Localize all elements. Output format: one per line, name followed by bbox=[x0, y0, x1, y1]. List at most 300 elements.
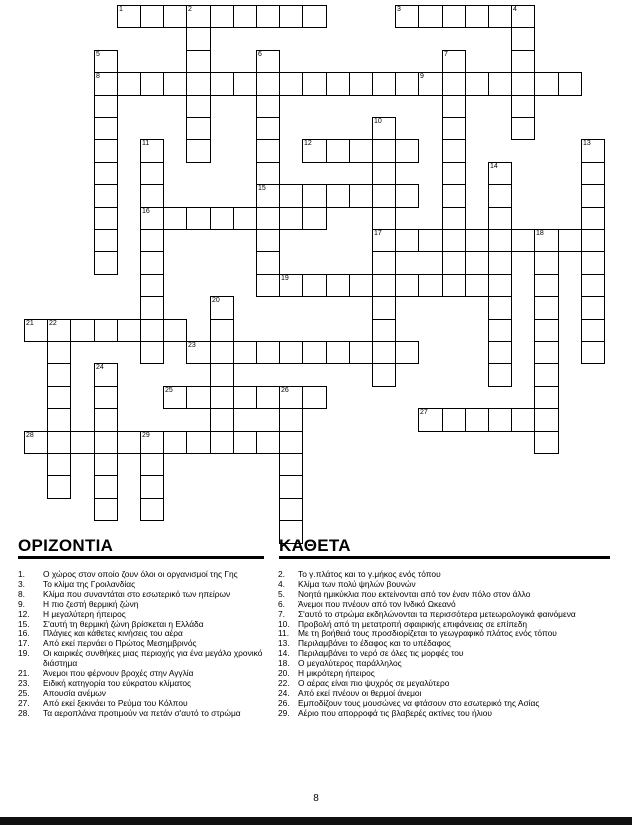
clue-number: 20 bbox=[212, 297, 220, 304]
grid-cell[interactable] bbox=[117, 319, 141, 342]
grid-cell[interactable] bbox=[94, 431, 118, 454]
grid-cell[interactable] bbox=[349, 274, 373, 297]
grid-cell[interactable] bbox=[488, 319, 512, 342]
grid-cell[interactable] bbox=[94, 475, 118, 499]
clue-number: 15 bbox=[258, 185, 266, 192]
grid-cell[interactable] bbox=[233, 431, 257, 454]
grid-cell[interactable] bbox=[186, 27, 211, 51]
grid-cell[interactable] bbox=[302, 341, 327, 364]
grid-cell[interactable] bbox=[349, 72, 373, 96]
clue-text: Με τη βοήθειά τους προσδιορίζεται το γεωγραφικό πλάτος ενός τόπου bbox=[298, 628, 557, 639]
grid-cell[interactable] bbox=[210, 386, 234, 409]
clue-number: 1 bbox=[119, 6, 123, 13]
grid-cell[interactable] bbox=[395, 229, 419, 252]
grid-cell[interactable] bbox=[186, 50, 211, 73]
grid-cell[interactable] bbox=[581, 207, 605, 230]
grid-cell[interactable] bbox=[186, 95, 211, 118]
clue-number-label: 6. bbox=[278, 598, 285, 609]
clue-text: Κλίμα των πολύ ψηλών βουνών bbox=[298, 578, 416, 589]
grid-cell[interactable] bbox=[256, 117, 280, 140]
grid-cell[interactable] bbox=[349, 341, 373, 364]
clue-number: 9 bbox=[420, 73, 424, 80]
grid-cell[interactable] bbox=[581, 184, 605, 208]
grid-cell[interactable] bbox=[418, 274, 443, 297]
grid-cell[interactable] bbox=[581, 274, 605, 297]
across-clue bbox=[18, 649, 270, 669]
clue-number: 28 bbox=[26, 432, 34, 439]
grid-cell[interactable] bbox=[140, 162, 164, 185]
clue-text: Περιλαμβάνει το έδαφος και το υπέδαφος bbox=[298, 638, 451, 649]
clue-number: 12 bbox=[304, 140, 312, 147]
clue-text: Από εκεί πνέουν οι θερμοί άνεμοι bbox=[298, 687, 422, 698]
grid-cell[interactable] bbox=[94, 72, 118, 96]
clue-number: 18 bbox=[536, 230, 544, 237]
clue-number-label: 5. bbox=[278, 588, 285, 599]
grid-cell[interactable] bbox=[302, 72, 327, 96]
grid-cell[interactable] bbox=[395, 341, 419, 364]
grid-cell[interactable] bbox=[534, 386, 559, 409]
clue-number: 10 bbox=[374, 118, 382, 125]
grid-cell[interactable] bbox=[70, 431, 95, 454]
clue-number-label: 8. bbox=[18, 588, 25, 599]
grid-cell[interactable] bbox=[442, 95, 466, 118]
grid-cell[interactable] bbox=[140, 431, 164, 454]
clue-number: 5 bbox=[96, 51, 100, 58]
grid-cell[interactable] bbox=[256, 139, 280, 163]
grid-cell[interactable] bbox=[256, 251, 280, 275]
grid-cell[interactable] bbox=[140, 296, 164, 320]
grid-cell[interactable] bbox=[140, 229, 164, 252]
grid-cell[interactable] bbox=[233, 386, 257, 409]
grid-cell[interactable] bbox=[140, 5, 164, 28]
grid-cell[interactable] bbox=[511, 72, 535, 96]
grid-cell[interactable] bbox=[418, 72, 443, 96]
grid-cell[interactable] bbox=[511, 50, 535, 73]
grid-cell[interactable] bbox=[256, 341, 280, 364]
grid-cell[interactable] bbox=[488, 363, 512, 387]
clue-number: 6 bbox=[258, 51, 262, 58]
grid-cell[interactable] bbox=[534, 341, 559, 364]
grid-cell[interactable] bbox=[372, 319, 396, 342]
grid-cell[interactable] bbox=[372, 139, 396, 163]
clue-number-label: 18. bbox=[278, 658, 290, 669]
grid-cell[interactable] bbox=[140, 498, 164, 521]
grid-cell[interactable] bbox=[534, 229, 559, 252]
grid-cell[interactable] bbox=[488, 408, 512, 432]
grid-cell[interactable] bbox=[372, 207, 396, 230]
grid-cell[interactable] bbox=[442, 139, 466, 163]
grid-cell[interactable] bbox=[256, 95, 280, 118]
grid-cell[interactable] bbox=[279, 274, 303, 297]
clue-number: 29 bbox=[142, 432, 150, 439]
clue-number-label: 10. bbox=[278, 618, 290, 629]
grid-cell[interactable] bbox=[534, 274, 559, 297]
grid-cell[interactable] bbox=[186, 72, 211, 96]
grid-cell[interactable] bbox=[94, 251, 118, 275]
grid-cell[interactable] bbox=[140, 475, 164, 499]
grid-cell[interactable] bbox=[256, 386, 280, 409]
grid-cell[interactable] bbox=[186, 341, 211, 364]
grid-cell[interactable] bbox=[279, 5, 303, 28]
grid-cell[interactable] bbox=[349, 184, 373, 208]
grid-cell[interactable] bbox=[163, 5, 187, 28]
grid-cell[interactable] bbox=[94, 408, 118, 432]
grid-cell[interactable] bbox=[279, 341, 303, 364]
clue-text: Άνεμοι που φέρνουν βροχές στην Αγγλία bbox=[43, 668, 194, 679]
clue-text: Το γ.πλάτος και το γ.μήκος ενός τόπου bbox=[298, 569, 441, 579]
grid-cell[interactable] bbox=[302, 386, 327, 409]
grid-cell[interactable] bbox=[24, 319, 48, 342]
grid-cell[interactable] bbox=[395, 274, 419, 297]
grid-cell[interactable] bbox=[442, 229, 466, 252]
grid-cell[interactable] bbox=[465, 72, 489, 96]
grid-cell[interactable] bbox=[210, 363, 234, 387]
grid-cell[interactable] bbox=[488, 296, 512, 320]
clue-number: 21 bbox=[26, 320, 34, 327]
grid-cell[interactable] bbox=[442, 72, 466, 96]
page-number: 8 bbox=[313, 793, 319, 804]
grid-cell[interactable] bbox=[47, 386, 71, 409]
grid-cell[interactable] bbox=[581, 251, 605, 275]
grid-cell[interactable] bbox=[94, 95, 118, 118]
clue-number-label: 22. bbox=[278, 677, 290, 688]
grid-cell[interactable] bbox=[140, 139, 164, 163]
grid-cell[interactable] bbox=[163, 72, 187, 96]
grid-cell[interactable] bbox=[47, 431, 71, 454]
grid-cell[interactable] bbox=[47, 363, 71, 387]
clue-text: Ειδική κατηγορία του εύκρατου κλίματος bbox=[43, 677, 192, 688]
clue-number-label: 1. bbox=[18, 569, 25, 579]
grid-cell[interactable] bbox=[488, 207, 512, 230]
grid-cell[interactable] bbox=[256, 274, 280, 297]
grid-cell[interactable] bbox=[279, 475, 303, 499]
grid-cell[interactable] bbox=[558, 229, 582, 252]
clue-text: Ο μεγαλύτερος παράλληλος bbox=[298, 658, 402, 669]
grid-cell[interactable] bbox=[186, 386, 211, 409]
clue-number-label: 26. bbox=[278, 697, 290, 708]
clue-number: 2 bbox=[188, 6, 192, 13]
clue-number-label: 2. bbox=[278, 569, 285, 579]
grid-cell[interactable] bbox=[442, 162, 466, 185]
clue-number-label: 17. bbox=[18, 638, 30, 649]
clue-number: 22 bbox=[49, 320, 57, 327]
grid-cell[interactable] bbox=[442, 50, 466, 73]
grid-cell[interactable] bbox=[534, 363, 559, 387]
grid-cell[interactable] bbox=[395, 72, 419, 96]
clue-number: 27 bbox=[420, 409, 428, 416]
grid-cell[interactable] bbox=[511, 408, 535, 432]
grid-cell[interactable] bbox=[163, 207, 187, 230]
grid-cell[interactable] bbox=[210, 341, 234, 364]
grid-cell[interactable] bbox=[442, 117, 466, 140]
clue-number: 3 bbox=[397, 6, 401, 13]
grid-cell[interactable] bbox=[581, 319, 605, 342]
grid-cell[interactable] bbox=[210, 431, 234, 454]
grid-cell[interactable] bbox=[94, 453, 118, 476]
grid-cell[interactable] bbox=[117, 5, 141, 28]
grid-cell[interactable] bbox=[47, 408, 71, 432]
clue-text: Νοητά ημικύκλια που εκτείνονται από τον έναν πόλο στον άλλο bbox=[298, 588, 531, 599]
grid-cell[interactable] bbox=[94, 386, 118, 409]
grid-cell[interactable] bbox=[534, 431, 559, 454]
grid-cell[interactable] bbox=[256, 50, 280, 73]
grid-cell[interactable] bbox=[210, 296, 234, 320]
clue-text: Κλίμα που συναντάται στο εσωτερικό των ηπείρων bbox=[43, 588, 231, 599]
grid-cell[interactable] bbox=[70, 319, 95, 342]
clue-number-label: 27. bbox=[18, 697, 30, 708]
grid-cell[interactable] bbox=[256, 5, 280, 28]
grid-cell[interactable] bbox=[465, 5, 489, 28]
clue-text: Τα αεροπλάνα προτιμούν να πετάν σ'αυτό το στρώμα bbox=[43, 707, 241, 718]
grid-cell[interactable] bbox=[488, 251, 512, 275]
clue-text: Το κλίμα της Γροιλανδίας bbox=[43, 578, 136, 589]
grid-cell[interactable] bbox=[256, 162, 280, 185]
clue-number: 19 bbox=[281, 275, 289, 282]
clue-number: 24 bbox=[96, 364, 104, 371]
grid-cell[interactable] bbox=[488, 341, 512, 364]
grid-cell[interactable] bbox=[279, 184, 303, 208]
grid-cell[interactable] bbox=[418, 229, 443, 252]
grid-cell[interactable] bbox=[94, 162, 118, 185]
grid-cell[interactable] bbox=[442, 5, 466, 28]
clue-number-label: 11. bbox=[278, 628, 290, 639]
grid-cell[interactable] bbox=[186, 431, 211, 454]
grid-cell[interactable] bbox=[94, 50, 118, 73]
grid-cell[interactable] bbox=[488, 184, 512, 208]
grid-cell[interactable] bbox=[210, 72, 234, 96]
grid-cell[interactable] bbox=[511, 27, 535, 51]
grid-cell[interactable] bbox=[279, 207, 303, 230]
grid-cell[interactable] bbox=[395, 5, 419, 28]
clue-number: 7 bbox=[444, 51, 448, 58]
grid-cell[interactable] bbox=[47, 341, 71, 364]
grid-cell[interactable] bbox=[372, 229, 396, 252]
clue-number-label: 28. bbox=[18, 707, 30, 718]
grid-cell[interactable] bbox=[534, 251, 559, 275]
grid-cell[interactable] bbox=[256, 72, 280, 96]
down-clues-list bbox=[278, 570, 610, 719]
grid-cell[interactable] bbox=[442, 274, 466, 297]
clue-number-label: 25. bbox=[18, 687, 30, 698]
grid-cell[interactable] bbox=[279, 453, 303, 476]
grid-cell[interactable] bbox=[465, 408, 489, 432]
clue-number-label: 24. bbox=[278, 687, 290, 698]
clue-number-label: 20. bbox=[278, 668, 290, 679]
grid-cell[interactable] bbox=[465, 274, 489, 297]
grid-cell[interactable] bbox=[418, 5, 443, 28]
grid-cell[interactable] bbox=[47, 475, 71, 499]
grid-cell[interactable] bbox=[372, 251, 396, 275]
clue-text: Η μεγαλύτερη ήπειρος bbox=[43, 608, 126, 619]
clue-number: 4 bbox=[513, 6, 517, 13]
grid-cell[interactable] bbox=[94, 363, 118, 387]
grid-cell[interactable] bbox=[24, 431, 48, 454]
grid-cell[interactable] bbox=[140, 274, 164, 297]
grid-cell[interactable] bbox=[256, 207, 280, 230]
grid-cell[interactable] bbox=[186, 207, 211, 230]
clue-number-label: 15. bbox=[18, 618, 30, 629]
grid-cell[interactable] bbox=[256, 184, 280, 208]
grid-cell[interactable] bbox=[326, 139, 350, 163]
grid-cell[interactable] bbox=[256, 431, 280, 454]
across-heading: ΟΡΙΖΟΝΤΙΑ bbox=[18, 536, 114, 555]
grid-cell[interactable] bbox=[534, 408, 559, 432]
clue-text: Εμποδίζουν τους μουσώνες να φτάσουν στο εσωτερικό της Ασίας bbox=[298, 697, 540, 708]
grid-cell[interactable] bbox=[558, 72, 582, 96]
grid-cell[interactable] bbox=[534, 319, 559, 342]
grid-cell[interactable] bbox=[511, 229, 535, 252]
clue-number-label: 4. bbox=[278, 578, 285, 589]
grid-cell[interactable] bbox=[117, 72, 141, 96]
grid-cell[interactable] bbox=[488, 72, 512, 96]
grid-cell[interactable] bbox=[163, 386, 187, 409]
grid-cell[interactable] bbox=[372, 363, 396, 387]
grid-cell[interactable] bbox=[302, 5, 327, 28]
grid-cell[interactable] bbox=[210, 408, 234, 432]
grid-cell[interactable] bbox=[349, 139, 373, 163]
grid-cell[interactable] bbox=[279, 431, 303, 454]
grid-cell[interactable] bbox=[279, 72, 303, 96]
grid-cell[interactable] bbox=[372, 341, 396, 364]
grid-cell[interactable] bbox=[372, 296, 396, 320]
grid-cell[interactable] bbox=[372, 162, 396, 185]
clue-number-label: 7. bbox=[278, 608, 285, 619]
clue-number-label: 9. bbox=[18, 598, 25, 609]
clue-number: 13 bbox=[583, 140, 591, 147]
grid-cell[interactable] bbox=[233, 207, 257, 230]
grid-cell[interactable] bbox=[326, 72, 350, 96]
clue-text: Οι καιρικές συνθήκες μιας περιοχής για ένα μεγάλο χρονικό διάστημα bbox=[43, 648, 263, 669]
grid-cell[interactable] bbox=[511, 117, 535, 140]
grid-cell[interactable] bbox=[140, 207, 164, 230]
grid-cell[interactable] bbox=[94, 117, 118, 140]
grid-cell[interactable] bbox=[94, 229, 118, 252]
grid-cell[interactable] bbox=[210, 5, 234, 28]
grid-cell[interactable] bbox=[442, 408, 466, 432]
grid-cell[interactable] bbox=[418, 408, 443, 432]
grid-cell[interactable] bbox=[163, 319, 187, 342]
clue-text: Η πιο ζεστή θερμική ζώνη bbox=[43, 598, 139, 609]
grid-cell[interactable] bbox=[442, 207, 466, 230]
grid-cell[interactable] bbox=[372, 274, 396, 297]
grid-cell[interactable] bbox=[94, 184, 118, 208]
grid-cell[interactable] bbox=[581, 139, 605, 163]
grid-cell[interactable] bbox=[302, 139, 327, 163]
grid-cell[interactable] bbox=[94, 139, 118, 163]
grid-cell[interactable] bbox=[94, 498, 118, 521]
across-clues-list bbox=[18, 570, 270, 719]
grid-cell[interactable] bbox=[511, 5, 535, 28]
grid-cell[interactable] bbox=[372, 72, 396, 96]
grid-cell[interactable] bbox=[511, 95, 535, 118]
grid-cell[interactable] bbox=[279, 408, 303, 432]
grid-cell[interactable] bbox=[140, 184, 164, 208]
clue-number: 11 bbox=[142, 140, 150, 147]
grid-cell[interactable] bbox=[372, 184, 396, 208]
clue-text: Από εκεί περνάει ο Πρώτος Μεσημβρινός bbox=[43, 638, 197, 649]
grid-cell[interactable] bbox=[210, 319, 234, 342]
clue-text: Άνεμοι που πνέουν από τον Ινδικό Ωκεανό bbox=[298, 598, 456, 609]
clue-number-label: 3. bbox=[18, 578, 25, 589]
grid-cell[interactable] bbox=[326, 274, 350, 297]
grid-cell[interactable] bbox=[233, 72, 257, 96]
down-heading-rule bbox=[279, 556, 610, 559]
grid-cell[interactable] bbox=[581, 341, 605, 364]
grid-cell[interactable] bbox=[465, 229, 489, 252]
grid-cell[interactable] bbox=[372, 117, 396, 140]
clue-text: Ο χώρος στον οποίο ζουν όλοι οι οργανισμοί της Γης bbox=[43, 569, 238, 579]
clue-number-label: 13. bbox=[278, 638, 290, 649]
grid-cell[interactable] bbox=[326, 341, 350, 364]
grid-cell[interactable] bbox=[581, 229, 605, 252]
grid-cell[interactable] bbox=[186, 5, 211, 28]
grid-cell[interactable] bbox=[47, 319, 71, 342]
clue-text: Πλάγιες και κάθετες κινήσεις του αέρα bbox=[43, 628, 183, 639]
grid-cell[interactable] bbox=[581, 296, 605, 320]
clue-number: 16 bbox=[142, 208, 150, 215]
grid-cell[interactable] bbox=[442, 184, 466, 208]
clue-text: Από εκεί ξεκινάει το Ρεύμα του Κόλπου bbox=[43, 697, 188, 708]
grid-cell[interactable] bbox=[488, 5, 512, 28]
grid-cell[interactable] bbox=[140, 72, 164, 96]
down-clue bbox=[278, 709, 610, 719]
grid-cell[interactable] bbox=[581, 162, 605, 185]
clue-number: 25 bbox=[165, 387, 173, 394]
grid-cell[interactable] bbox=[395, 184, 419, 208]
grid-cell[interactable] bbox=[279, 386, 303, 409]
grid-cell[interactable] bbox=[47, 453, 71, 476]
grid-cell[interactable] bbox=[140, 251, 164, 275]
grid-cell[interactable] bbox=[488, 229, 512, 252]
clue-text: Απουσία ανέμων bbox=[43, 687, 106, 698]
clue-text: Ο αέρας είναι πιο ψυχρός σε μεγαλύτερο bbox=[298, 677, 450, 688]
clue-text: Σ'αυτό το στρώμα εκδηλώνονται τα περισσότερα μετεωρολογικά φαινόμενα bbox=[298, 608, 576, 619]
grid-cell[interactable] bbox=[302, 207, 327, 230]
grid-cell[interactable] bbox=[233, 5, 257, 28]
grid-cell[interactable] bbox=[233, 341, 257, 364]
clue-text: Προβολή από τη μετατροπή σφαιρικής επιφάνειας σε επίπεδη bbox=[298, 618, 528, 629]
grid-cell[interactable] bbox=[302, 274, 327, 297]
grid-cell[interactable] bbox=[256, 229, 280, 252]
grid-cell[interactable] bbox=[140, 319, 164, 342]
grid-cell[interactable] bbox=[326, 184, 350, 208]
grid-cell[interactable] bbox=[186, 117, 211, 140]
grid-cell[interactable] bbox=[534, 72, 559, 96]
grid-cell[interactable] bbox=[210, 207, 234, 230]
clue-text: Η μικρότερη ήπειρος bbox=[298, 668, 375, 679]
clue-number-label: 16. bbox=[18, 628, 30, 639]
grid-cell[interactable] bbox=[279, 498, 303, 521]
clue-number-label: 19. bbox=[18, 648, 30, 659]
grid-cell[interactable] bbox=[163, 431, 187, 454]
clue-number-label: 23. bbox=[18, 677, 30, 688]
grid-cell[interactable] bbox=[94, 207, 118, 230]
grid-cell[interactable] bbox=[534, 296, 559, 320]
across-heading-rule bbox=[18, 556, 264, 559]
grid-cell[interactable] bbox=[488, 274, 512, 297]
grid-cell[interactable] bbox=[442, 251, 466, 275]
grid-cell[interactable] bbox=[140, 453, 164, 476]
clue-number: 23 bbox=[188, 342, 196, 349]
grid-cell[interactable] bbox=[395, 139, 419, 163]
grid-cell[interactable] bbox=[186, 139, 211, 163]
grid-cell[interactable] bbox=[140, 341, 164, 364]
grid-cell[interactable] bbox=[488, 162, 512, 185]
grid-cell[interactable] bbox=[117, 431, 141, 454]
grid-cell[interactable] bbox=[302, 184, 327, 208]
grid-cell[interactable] bbox=[94, 319, 118, 342]
clue-text: Αέριο που απορροφά τις βλαβερές ακτίνες του ήλιου bbox=[298, 707, 492, 718]
